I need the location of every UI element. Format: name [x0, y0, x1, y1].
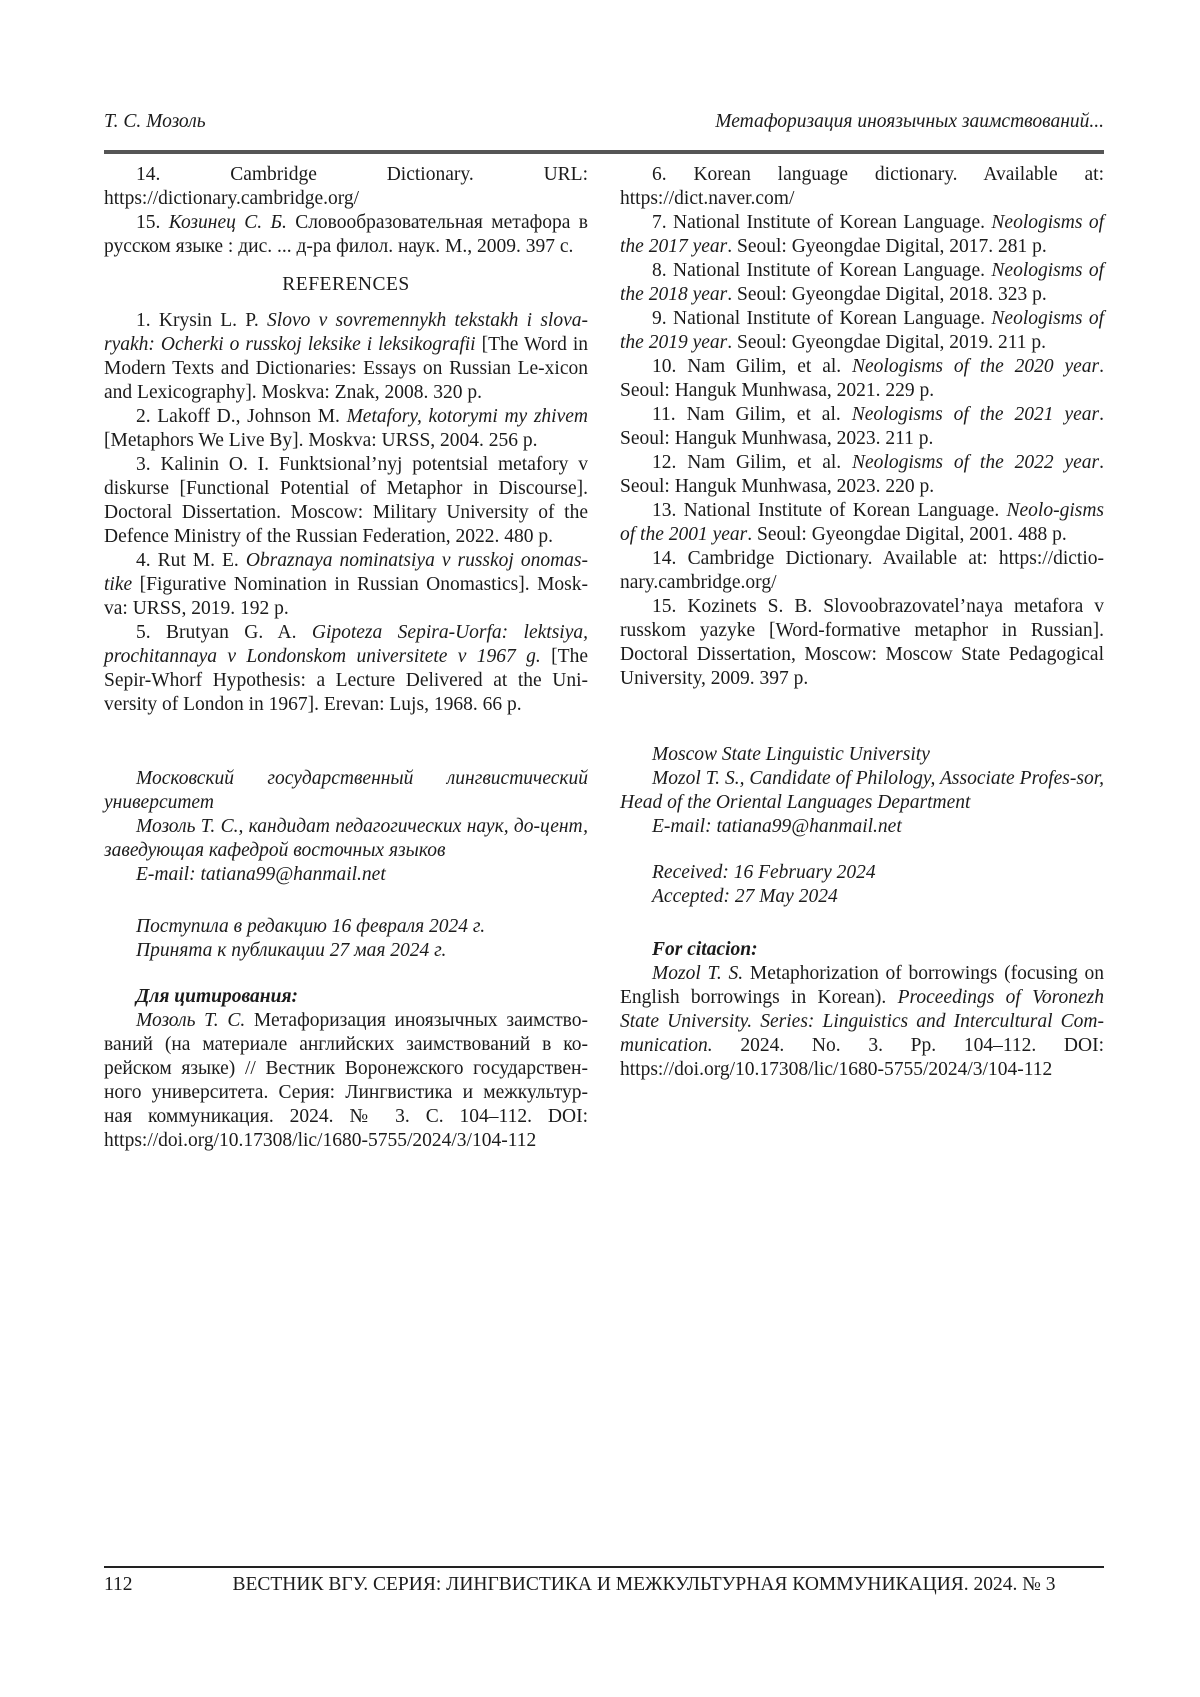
reference-item: 9. National Institute of Korean Language. Neologisms of the 2019 year. Seoul: Gyeongdae Digital, 2019. 211 p.	[620, 308, 1104, 353]
accepted-date: Принята к публикации 27 мая 2024 г.	[136, 940, 447, 961]
citation-paragraph-en: Mozol T. S. Metaphorization of borrowings (focusing on English borrowings in Korean). Proceedings of Voronezh State University. Series: Linguistics and Intercultural Com-munication. 2024. No. 3. Pp. 104–112. DOI: https://doi.org/10.17308/lic/1680-5755/2024/3/104-112	[620, 963, 1104, 1080]
reference-item: 14. Cambridge Dictionary. Available at: https://dictio-nary.cambridge.org/	[620, 548, 1104, 593]
page-footer	[104, 1566, 1104, 1597]
header-running-title: Метафоризация иноязычных заимствований...	[715, 111, 1104, 132]
affiliation-university: Moscow State Linguistic University	[652, 744, 930, 765]
reference-item: 15. Козинец С. Б. Словообразовательная метафора в русском языке : дис. ... д-ра филол. наук. М., 2009. 397 с.	[104, 212, 588, 257]
affiliation-author: Мозоль Т. С., кандидат педагогических наук, до-цент, заведующая кафедрой восточных языков	[104, 816, 588, 861]
affiliation-email: E-mail: tatiana99@hanmail.net	[136, 864, 386, 885]
reference-item: 14. Cambridge Dictionary. URL: https://dictionary.cambridge.org/	[104, 164, 588, 209]
received-date: Поступила в редакцию 16 февраля 2024 г.	[136, 916, 486, 937]
dates-block-ru	[104, 915, 588, 963]
reference-item: 2. Lakoff D., Johnson M. Metafory, kotorymi my zhivem [Metaphors We Live By]. Moskva: URSS, 2004. 256 p.	[104, 406, 588, 451]
reference-item: 6. Korean language dictionary. Available at: https://dict.naver.com/	[620, 164, 1104, 209]
citation-heading-en: For citacion:	[652, 939, 758, 960]
reference-item: 5. Brutyan G. A. Gipoteza Sepira-Uorfa: lektsiya, prochitannaya v Londonskom universitete v 1967 g. [The Sepir-Whorf Hypothesis: a Lecture Delivered at the Uni-versity of London in 1967]. Erevan: Lujs, 1968. 66 p.	[104, 622, 588, 715]
dates-block-en	[620, 861, 1104, 909]
page-header	[104, 110, 1104, 154]
affiliation-block-ru	[104, 767, 588, 887]
reference-item: 12. Nam Gilim, et al. Neologisms of the 2022 year. Seoul: Hanguk Munhwasa, 2023. 220 p.	[620, 452, 1104, 497]
references-heading: REFERENCES	[282, 274, 410, 295]
reference-item: 11. Nam Gilim, et al. Neologisms of the 2021 year. Seoul: Hanguk Munhwasa, 2023. 211 p.	[620, 404, 1104, 449]
reference-item: 4. Rut M. E. Obraznaya nominatsiya v russkoj onomas-tike [Figurative Nomination in Russian Onomastics]. Mosk-va: URSS, 2019. 192 p.	[104, 550, 588, 619]
affiliation-author: Mozol T. S., Candidate of Philology, Associate Profes-sor, Head of the Oriental Languages Department	[620, 768, 1104, 813]
header-author: Т. С. Мозоль	[104, 111, 206, 132]
footer-journal-title: ВЕСТНИК ВГУ. СЕРИЯ: ЛИНГВИСТИКА И МЕЖКУЛЬТУРНАЯ КОММУНИКАЦИЯ. 2024. № 3	[232, 1574, 1056, 1595]
received-date: Received: 16 February 2024	[652, 862, 876, 883]
affiliation-university: Московский государственный лингвистический университет	[104, 768, 588, 813]
reference-item: 15. Kozinets S. B. Slovoobrazovatel’naya metafora v russkom yazyke [Word-formative metaphor in Russian]. Doctoral Dissertation, Moscow: Moscow State Pedagogical University, 2009. 397 p.	[620, 596, 1104, 689]
right-column	[620, 163, 1104, 1082]
left-column	[104, 163, 588, 1153]
reference-item: 3. Kalinin O. I. Funktsional’nyj potentsial metafory v diskurse [Functional Potential of Metaphor in Discourse]. Doctoral Dissertation. Moscow: Military University of the Defence Ministry of the Russian Federation, 2022. 480 p.	[104, 454, 588, 547]
reference-item: 8. National Institute of Korean Language. Neologisms of the 2018 year. Seoul: Gyeongdae Digital, 2018. 323 p.	[620, 260, 1104, 305]
affiliation-email: E-mail: tatiana99@hanmail.net	[652, 816, 902, 837]
reference-item: 1. Krysin L. P. Slovo v sovremennykh tekstakh i slova-ryakh: Ocherki o russkoj leksike i leksikografii [The Word in Modern Texts and Dictionaries: Essays on Russian Le-xicon and Lexicography]. Moskva: Znak, 2008. 320 p.	[104, 310, 588, 403]
reference-item: 7. National Institute of Korean Language. Neologisms of the 2017 year. Seoul: Gyeongdae Digital, 2017. 281 p.	[620, 212, 1104, 257]
reference-item: 10. Nam Gilim, et al. Neologisms of the 2020 year. Seoul: Hanguk Munhwasa, 2021. 229 p.	[620, 356, 1104, 401]
footer-page-number: 112	[104, 1574, 133, 1595]
reference-item: 13. National Institute of Korean Language. Neolo-gisms of the 2001 year. Seoul: Gyeongdae Digital, 2001. 488 p.	[620, 500, 1104, 545]
citation-paragraph-ru: Мозоль Т. С. Метафоризация иноязычных заимство-ваний (на материале английских заимствований в ко-рейском языке) // Вестник Воронежского государствен-ного университета. Серия: Лингвистика и межкультур-ная коммуникация. 2024. № 3. С. 104–112. DOI: https://doi.org/10.17308/lic/1680-5755/2024/3/104-112	[104, 1010, 588, 1151]
citation-heading-ru: Для цитирования:	[136, 986, 298, 1007]
affiliation-block-en	[620, 743, 1104, 839]
accepted-date: Accepted: 27 May 2024	[652, 886, 838, 907]
